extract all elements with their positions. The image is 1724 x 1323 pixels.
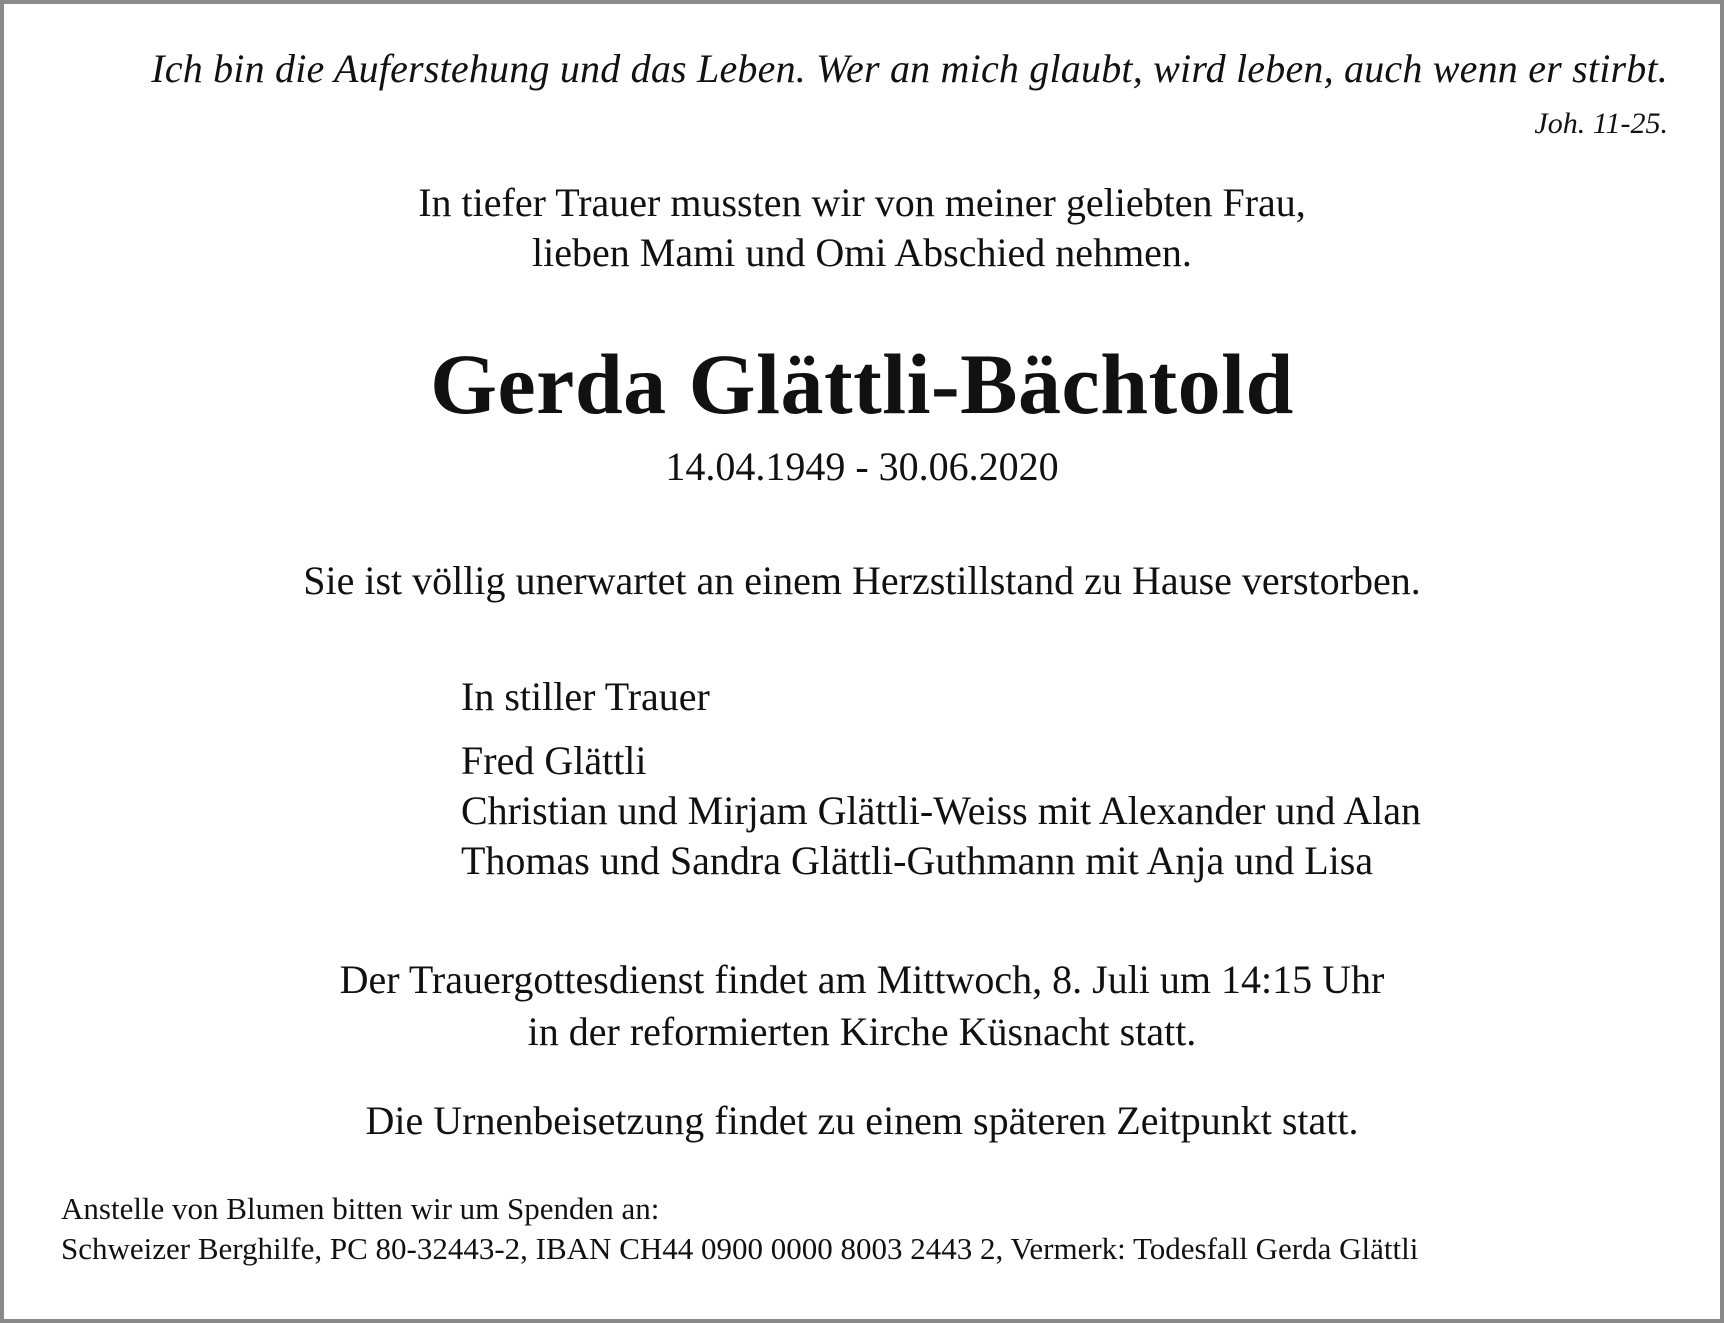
deceased-name: Gerda Glättli-Bächtold: [430, 336, 1294, 432]
donation-line-2: Schweizer Berghilfe, PC 80-32443-2, IBAN CH44 0900 0000 8003 2443 2, Vermerk: Todesfall Gerda Glättli: [61, 1231, 1419, 1266]
service-line-1: Der Trauergottesdienst findet am Mittwoch, 8. Juli um 14:15 Uhr: [339, 957, 1385, 1002]
intro-line-2: lieben Mami und Omi Abschied nehmen.: [532, 230, 1192, 275]
service-line-2: in der reformierten Kirche Küsnacht statt.: [527, 1009, 1197, 1054]
verse-reference: Joh. 11-25.: [1534, 107, 1668, 140]
mourner-name: Fred Glättli: [461, 738, 647, 783]
donation-line-1: Anstelle von Blumen bitten wir um Spenden an:: [61, 1191, 660, 1226]
intro-text: [4, 178, 1720, 278]
cause-of-death: Sie ist völlig unerwartet an einem Herzstillstand zu Hause verstorben.: [303, 558, 1421, 603]
bible-verse: Ich bin die Auferstehung und das Leben. Wer an mich glaubt, wird leben, auch wenn er stirbt.: [151, 46, 1668, 91]
mourners-heading: In stiller Trauer: [461, 674, 710, 719]
life-dates: 14.04.1949 - 30.06.2020: [665, 444, 1059, 489]
mourners-block: [461, 672, 1421, 886]
mourner-name: Thomas und Sandra Glättli-Guthmann mit Anja und Lisa: [461, 838, 1374, 883]
funeral-service-info: [4, 954, 1720, 1058]
mourner-name: Christian und Mirjam Glättli-Weiss mit Alexander und Alan: [461, 788, 1421, 833]
donation-info: [61, 1189, 1418, 1269]
urn-burial-info: Die Urnenbeisetzung findet zu einem späteren Zeitpunkt statt.: [365, 1098, 1359, 1143]
intro-line-1: In tiefer Trauer mussten wir von meiner geliebten Frau,: [418, 180, 1306, 225]
